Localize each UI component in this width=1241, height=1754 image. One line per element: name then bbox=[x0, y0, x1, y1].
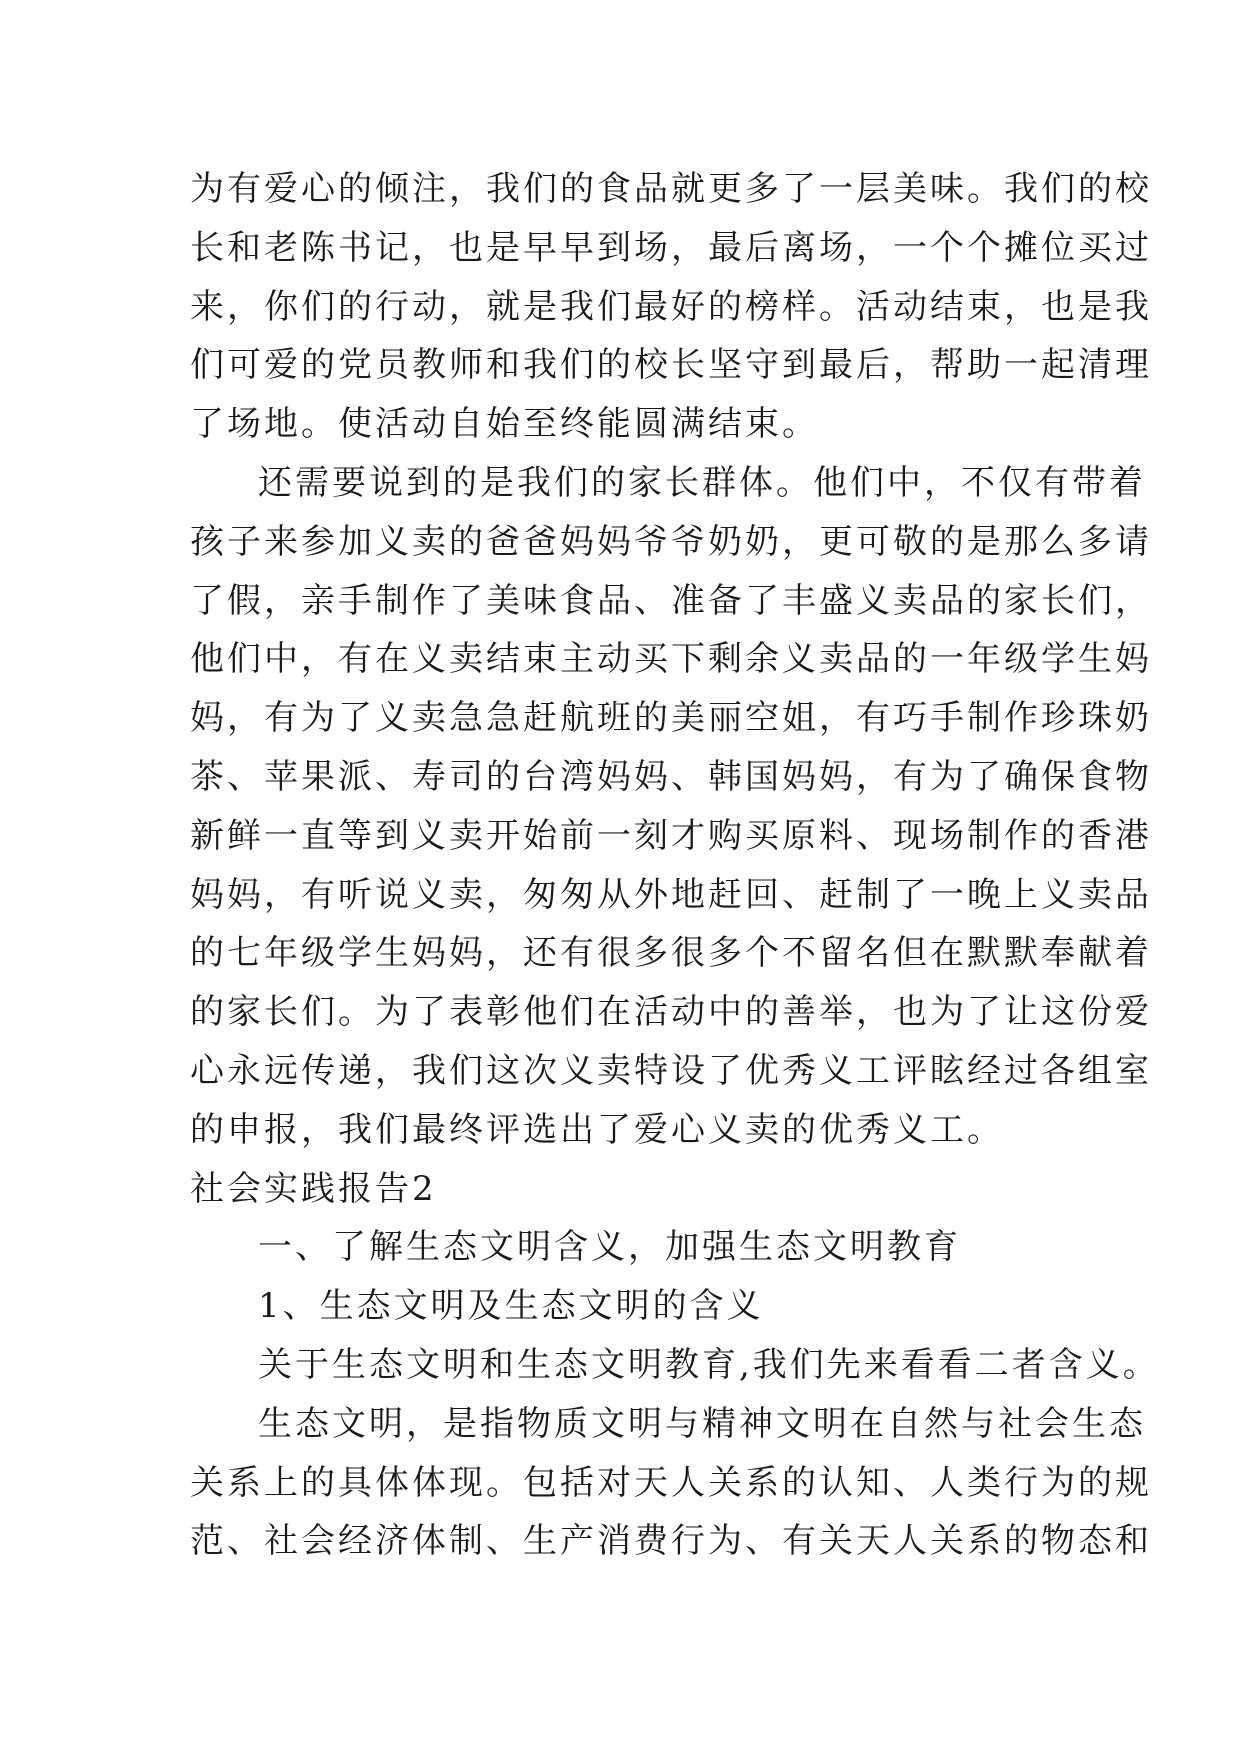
text-line-10: 妈，有为了义卖急急赶航班的美丽空姐，有巧手制作珍珠奶 bbox=[190, 698, 1152, 739]
text-line-23: 关系上的具体体现。包括对天人关系的认知、人类行为的规 bbox=[190, 1462, 1152, 1503]
text-line-24: 范、社会经济体制、生产消费行为、有关天人关系的物态和 bbox=[190, 1521, 1152, 1562]
text-line-21: 关于生态文明和生态文明教育,我们先来看看二者含义。 bbox=[258, 1344, 1160, 1385]
text-line-3: 来，你们的行动，就是我们最好的榜样。活动结束，也是我 bbox=[190, 286, 1152, 327]
text-line-13: 妈妈，有听说义卖，匆匆从外地赶回、赶制了一晚上义卖品 bbox=[190, 874, 1152, 915]
subheading-1: 一、了解生态文明含义，加强生态文明教育 bbox=[258, 1227, 961, 1268]
text-line-14: 的七年级学生妈妈，还有很多很多个不留名但在默默奉献着 bbox=[190, 933, 1152, 974]
section-heading: 社会实践报告2 bbox=[190, 1168, 437, 1209]
text-line-8: 了假，亲手制作了美味食品、准备了丰盛义卖品的家长们， bbox=[190, 580, 1152, 621]
text-line-2: 长和老陈书记，也是早早到场，最后离场，一个个摊位买过 bbox=[190, 227, 1152, 268]
text-line-22: 生态文明，是指物质文明与精神文明在自然与社会生态 bbox=[258, 1403, 1146, 1444]
text-line-11: 茶、苹果派、寿司的台湾妈妈、韩国妈妈，有为了确保食物 bbox=[190, 756, 1152, 797]
document-body bbox=[190, 160, 1160, 1571]
text-line-5: 了场地。使活动自始至终能圆满结束。 bbox=[190, 404, 819, 445]
text-line-9: 他们中，有在义卖结束主动买下剩余义卖品的一年级学生妈 bbox=[190, 639, 1152, 680]
subheading-2: 1、生态文明及生态文明的含义 bbox=[258, 1286, 764, 1327]
text-line-17: 的申报，我们最终评选出了爱心义卖的优秀义工。 bbox=[190, 1109, 1004, 1150]
text-line-15: 的家长们。为了表彰他们在活动中的善举，也为了让这份爱 bbox=[190, 992, 1152, 1033]
text-line-1: 为有爱心的倾注，我们的食品就更多了一层美味。我们的校 bbox=[190, 169, 1152, 209]
text-line-12: 新鲜一直等到义卖开始前一刻才购买原料、现场制作的香港 bbox=[190, 815, 1152, 856]
text-line-4: 们可爱的党员教师和我们的校长坚守到最后，帮助一起清理 bbox=[190, 345, 1152, 386]
text-line-16: 心永远传递，我们这次义卖特设了优秀义工评眩经过各组室 bbox=[190, 1050, 1152, 1091]
text-line-6: 还需要说到的是我们的家长群体。他们中，不仅有带着 bbox=[258, 462, 1146, 503]
text-line-7: 孩子来参加义卖的爸爸妈妈爷爷奶奶，更可敬的是那么多请 bbox=[190, 521, 1152, 562]
